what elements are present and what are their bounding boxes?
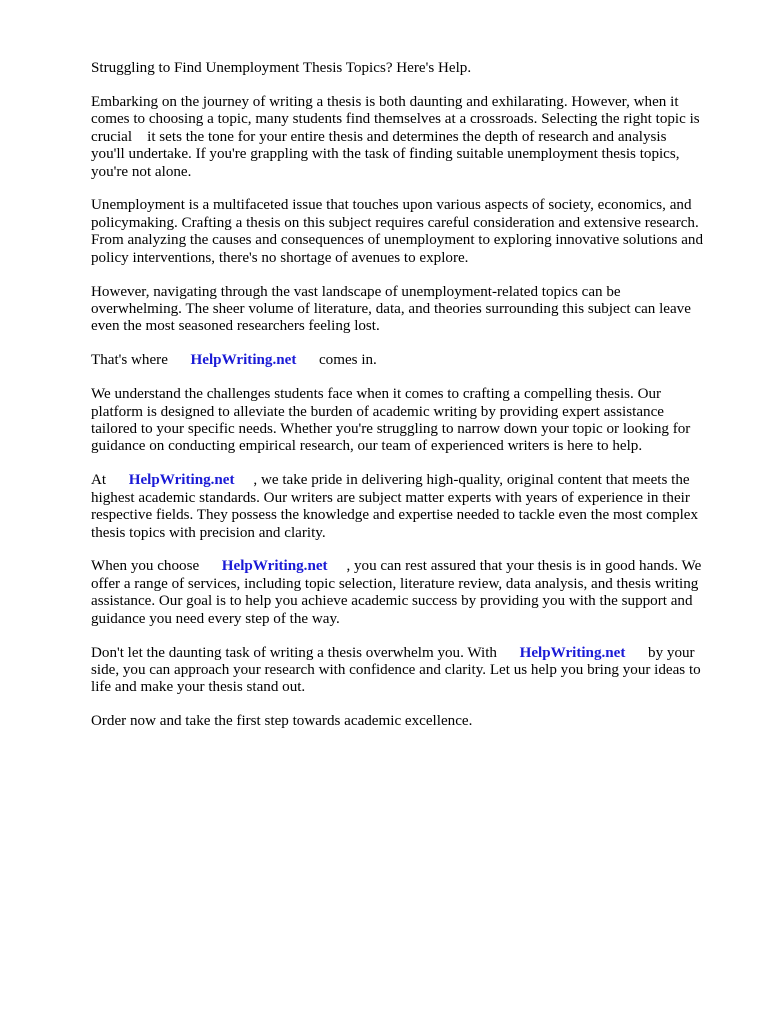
paragraph-when-you-choose [91,558,731,628]
text-segment: by your [625,644,695,661]
text-line: thesis topics with precision and clarity. [91,524,326,541]
document-title [91,60,731,77]
helpwriting-link[interactable]: HelpWriting.net [519,644,626,661]
text-segment: At [91,472,129,489]
helpwriting-link[interactable]: HelpWriting.net [190,352,297,369]
helpwriting-link[interactable]: HelpWriting.net [128,472,235,489]
text-line: life and make your thesis stand out. [91,679,306,696]
text-line: you'll undertake. If you're grappling with the task of finding suitable unemployment thesis topics, [91,146,680,163]
paragraph-challenges [91,386,731,456]
text-line: side, you can approach your research with confidence and clarity. Let us help you bring your ideas to [91,661,701,678]
text-segment: , you can rest assured that your thesis is in good hands. We [327,558,702,575]
title-text: Struggling to Find Unemployment Thesis Topics? Here's Help. [91,60,472,76]
text-segment: , we take pride in delivering high-quality, original content that meets the [234,472,690,489]
helpwriting-link[interactable]: HelpWriting.net [221,558,328,575]
paragraph-intro [91,94,731,181]
paragraph-at-helpwriting [91,472,731,542]
text-line: Order now and take the first step towards academic excellence. [91,713,473,730]
text-line: guidance you need every step of the way. [91,610,340,627]
paragraph-dont-let [91,645,731,697]
text-line: even the most seasoned researchers feeling lost. [91,318,380,335]
text-segment: comes in. [296,352,377,369]
text-line: Unemployment is a multifaceted issue that touches upon various aspects of society, economics, and [91,197,692,214]
text-line: platform is designed to alleviate the burden of academic writing by providing expert assistance [91,403,664,420]
text-line: assistance. Our goal is to help you achieve academic success by providing you with the support and [91,593,693,610]
text-line: guidance on conducting empirical research, our team of experienced writers is here to help. [91,438,643,455]
paragraph-thats-where [91,352,731,369]
text-line: crucial it sets the tone for your entire thesis and determines the depth of research and analysis [91,128,667,145]
text-line: policymaking. Crafting a thesis on this subject requires careful consideration and extensive research. [91,214,699,231]
text-line: We understand the challenges students face when it comes to crafting a compelling thesis. Our [91,386,662,403]
document-body [91,60,731,747]
text-line: policy interventions, there's no shortage of avenues to explore. [91,249,469,266]
text-line: you're not alone. [91,163,192,180]
text-line: highest academic standards. Our writers are subject matter experts with years of experience in their [91,489,690,506]
text-line: From analyzing the causes and consequences of unemployment to exploring innovative solutions and [91,232,703,249]
text-line: tailored to your specific needs. Whether you're struggling to narrow down your topic or looking for [91,421,691,437]
text-line: However, navigating through the vast landscape of unemployment-related topics can be [91,283,621,300]
text-line: offer a range of services, including topic selection, literature review, data analysis, and thesis writing [91,575,699,592]
text-segment: Don't let the daunting task of writing a thesis overwhelm you. With [91,644,520,661]
paragraph-order-now [91,713,731,730]
paragraph-overwhelming [91,284,731,336]
text-line: Embarking on the journey of writing a thesis is both daunting and exhilarating. However, when it [91,93,679,110]
text-line: overwhelming. The sheer volume of literature, data, and theories surrounding this subject can leave [91,300,691,317]
paragraph-multifaceted [91,197,731,267]
text-line: respective fields. They possess the knowledge and expertise needed to tackle even the most complex [91,507,699,524]
text-segment: That's where [91,352,191,369]
text-segment: When you choose [91,558,222,575]
text-line: comes to choosing a topic, many students find themselves at a crossroads. Selecting the right topic is [91,111,700,128]
